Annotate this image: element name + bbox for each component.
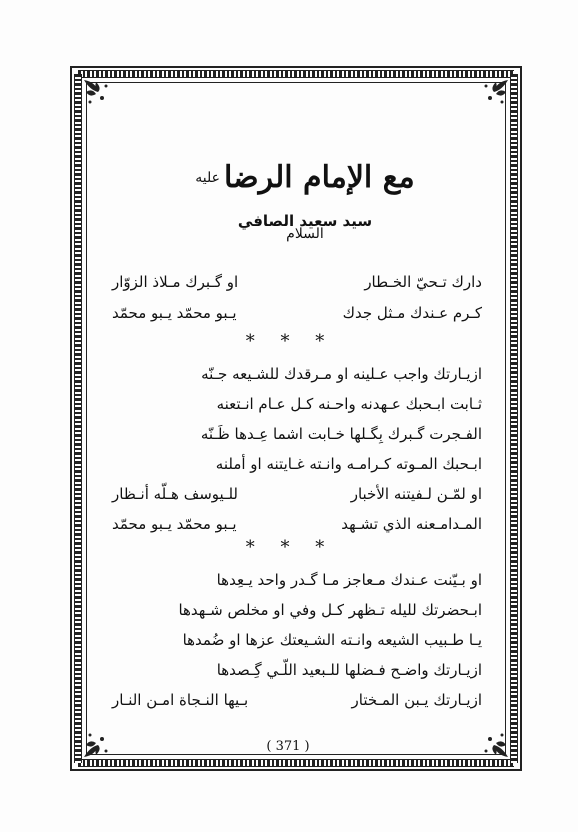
poem-line	[112, 566, 482, 594]
hemistich-right: دارك تـحيّ الخـطار	[364, 273, 482, 291]
poem-verse: ازيـارتك واضـح فـضلها للـبعيد اللّـي گِـصدها	[216, 661, 482, 679]
poem-line	[112, 626, 482, 654]
poem-verse: ابـحبك المـوته كـرامـه وانـته غـايتنه او أملنه	[215, 455, 482, 473]
hemistich-right: كـرم عـندك مـثل جدك	[342, 304, 482, 322]
page-number: ( 371 )	[266, 739, 310, 754]
poem-line	[112, 510, 482, 538]
hemistich-left: بـيها النـجاة امـن النـار	[112, 691, 249, 709]
stanza-separator: * * *	[245, 331, 335, 352]
poem-verse: ازيـارتك واجب عـلينه او مـرقدك للشـيعه جـنّه	[201, 365, 482, 383]
hemistich-right: المـدامـعنه الذي تشـهد	[341, 515, 482, 533]
hemistich-left: او گـبرك مـلاذ الزوّار	[112, 273, 239, 291]
hemistich-left: يـبو محمّد يـبو محمّد	[112, 304, 237, 322]
poem-line	[112, 299, 482, 327]
author-name: سيد سعيد الصافي	[237, 212, 373, 230]
title-honorific: عليه السلام	[195, 170, 324, 242]
hemistich-left: للـيوسف هـلّه أنـظار	[112, 485, 239, 503]
poem-verse: يـا طـبيب الشيعه وانـته الشـيعتك عزها او ضُمدها	[182, 631, 482, 649]
hemistich-right: ازيـارتك يـبن المـختار	[351, 691, 482, 709]
border-chain-top	[78, 70, 514, 78]
poem-verse: الفـجرت گـبرك بِگـلها خـابت اشما عِـدها ظَـنّه	[200, 425, 482, 443]
poem-line	[112, 596, 482, 624]
hemistich-left: يـبو محمّد يـبو محمّد	[112, 515, 237, 533]
stanza-separator: * * *	[245, 537, 335, 558]
poem-verse: او بـيّنت عـندك مـعاجز مـا گـدر واحد يـعِدها	[216, 571, 482, 589]
poem-line	[112, 420, 482, 448]
border-chain-left	[74, 74, 82, 763]
poem-verse: ثـابت ابـحبك عـهدنه واحـنه كـل عـام انـتعنه	[216, 395, 482, 413]
corner-ornament-icon	[82, 78, 112, 108]
poem-line	[112, 390, 482, 418]
poem-line	[112, 656, 482, 684]
border-chain-bottom	[78, 759, 514, 767]
poem-line	[112, 360, 482, 388]
corner-ornament-icon	[480, 729, 510, 759]
title-text: مع الإمام الرضا	[223, 160, 415, 195]
poem-line	[112, 450, 482, 478]
poem-line	[112, 686, 482, 714]
poem-line	[112, 480, 482, 508]
poem-line	[112, 268, 482, 296]
poem-verse: ابـحضرتك لليله تـظهر كـل وفي او مخلص شـهدها	[178, 601, 482, 619]
corner-ornament-icon	[82, 729, 112, 759]
border-chain-right	[510, 74, 518, 763]
corner-ornament-icon	[480, 78, 510, 108]
hemistich-right: او لمّـن لـفيتنه الأخبار	[350, 485, 482, 503]
